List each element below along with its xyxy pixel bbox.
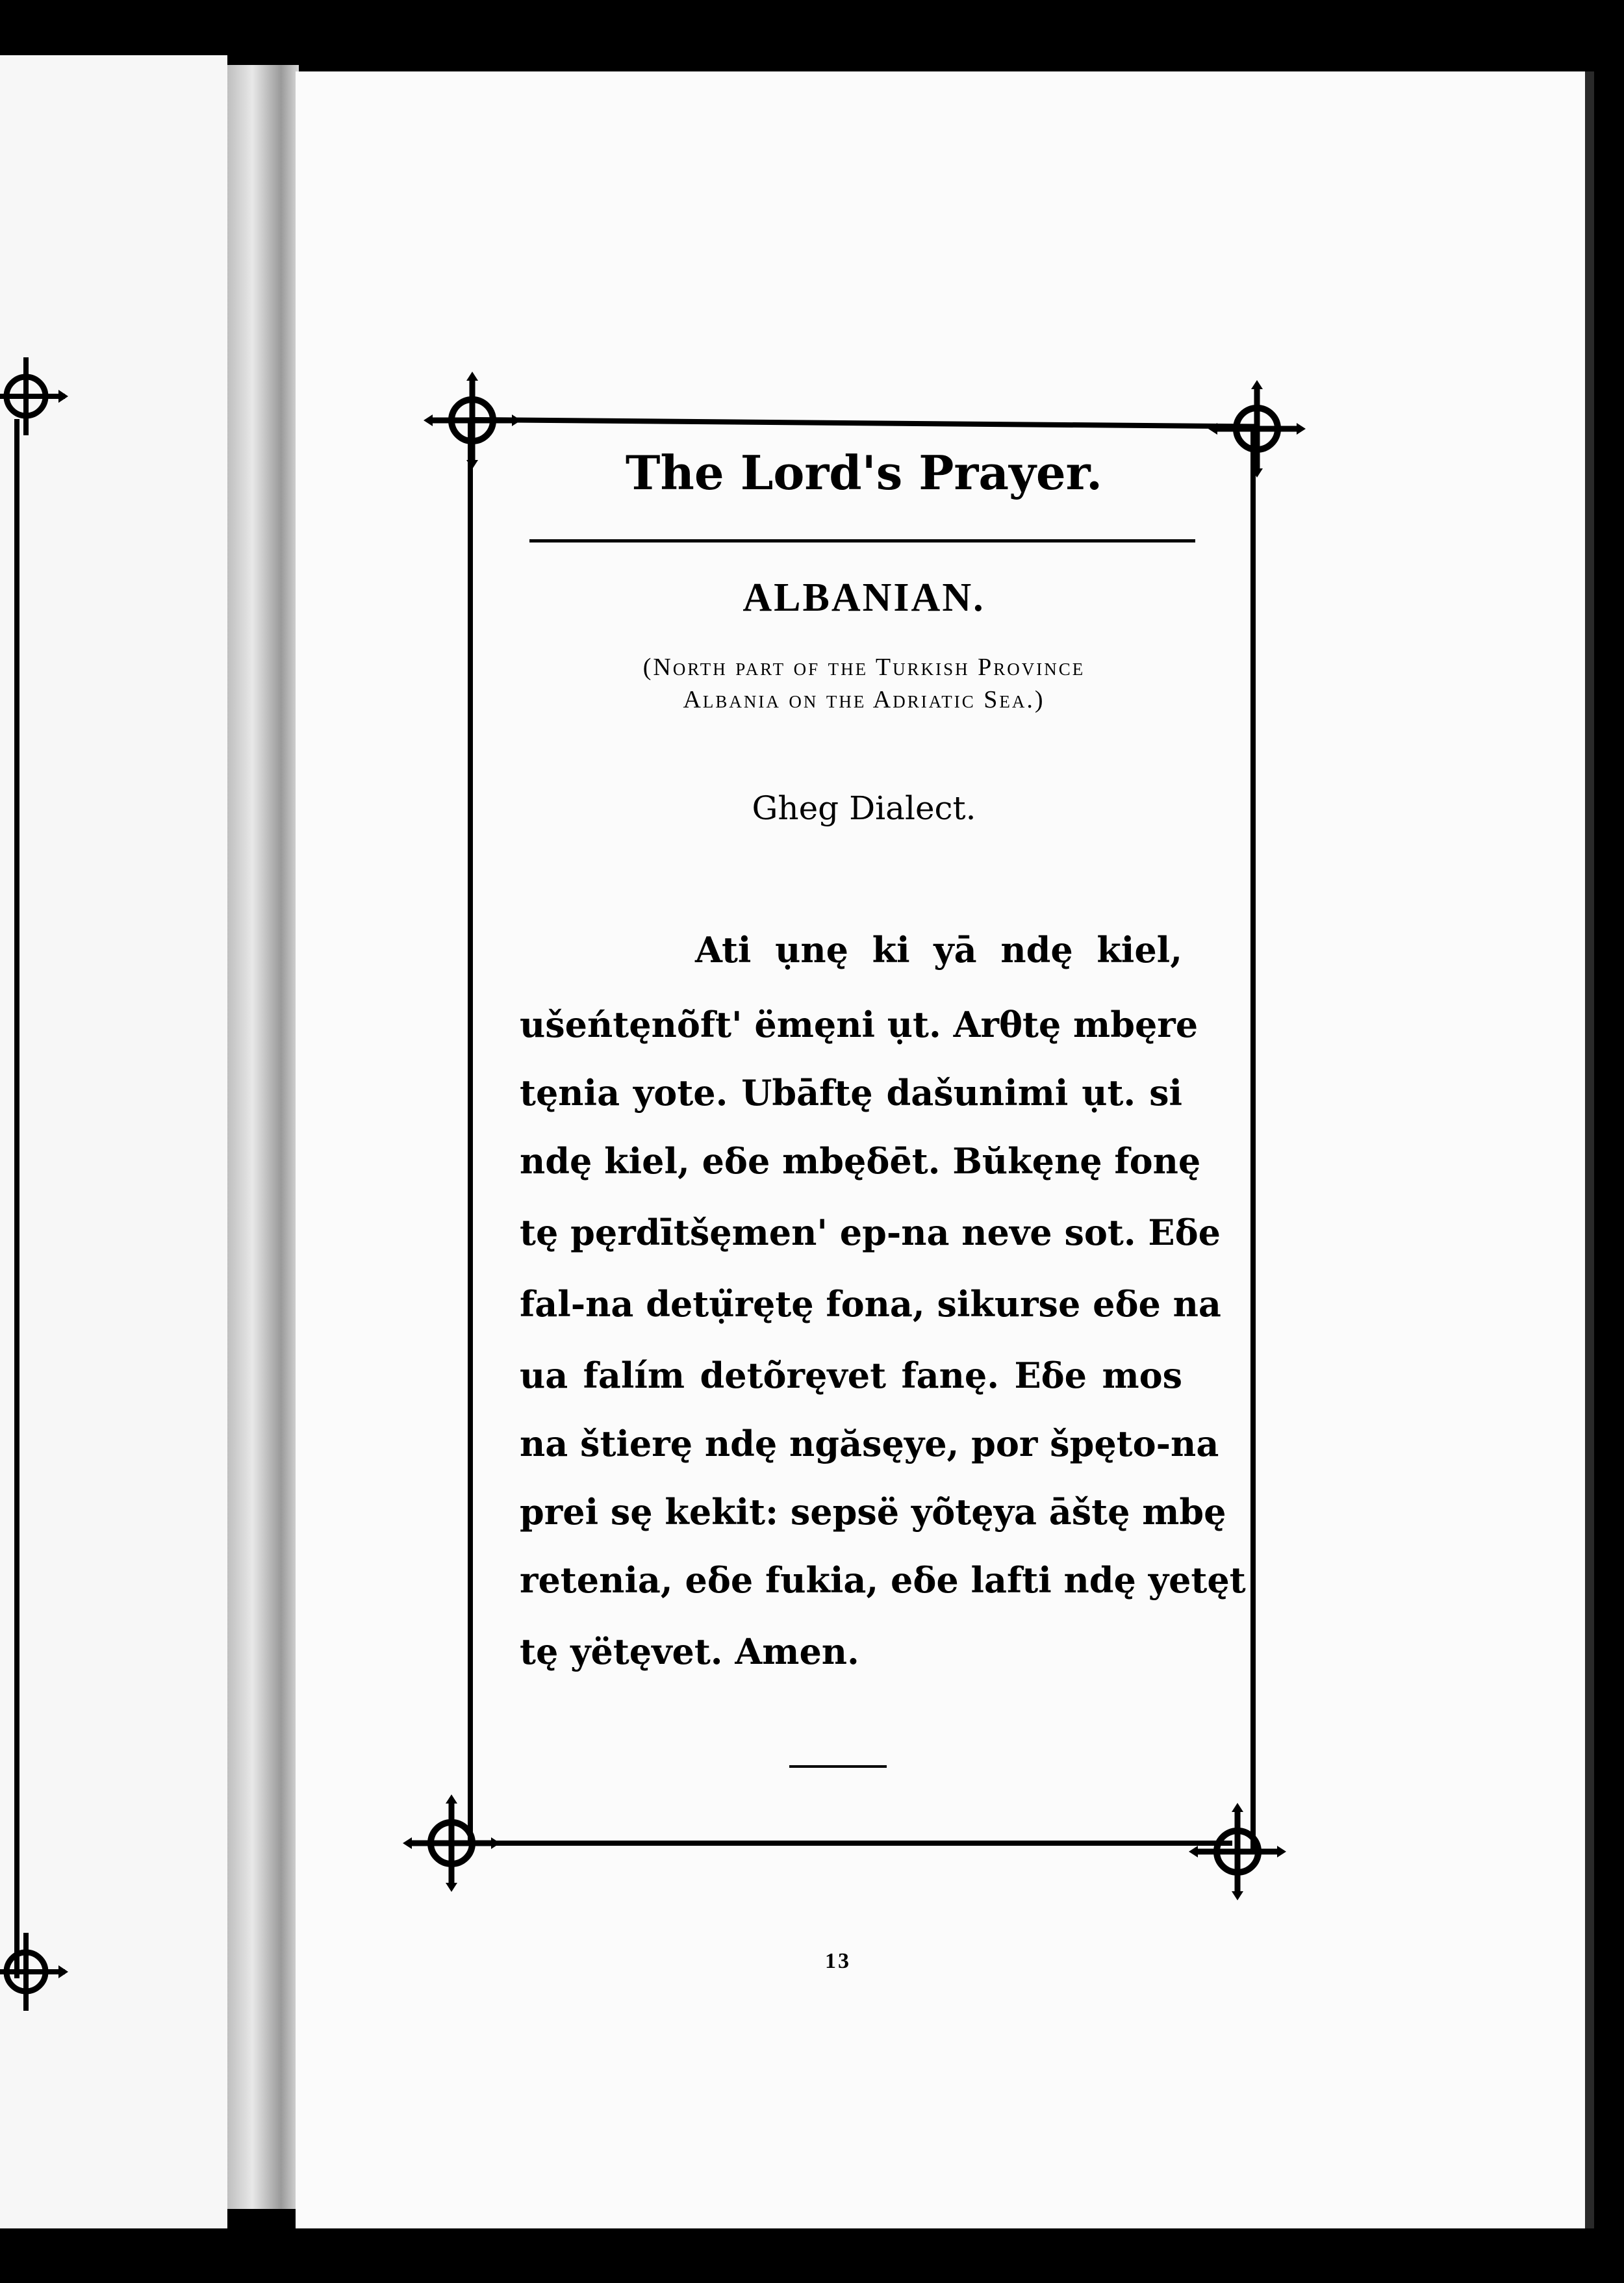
- end-divider: [789, 1765, 887, 1768]
- prayer-line: na štierę ndę ngăsęye, por špęto-na: [520, 1423, 1219, 1464]
- prayer-line: prei sę kekit: sepsë yõtęya āštę mbę: [520, 1491, 1226, 1533]
- prayer-line: tęnia yote. Ubāftę dašunimi ụt. si: [520, 1072, 1182, 1114]
- frame-bottom-line: [463, 1841, 1232, 1846]
- region-note-line-2: Albania on the Adriatic Sea.): [683, 686, 1045, 713]
- prayer-line: retenia, eδe fukia, eδe lafti ndę yetęt: [520, 1559, 1246, 1601]
- corner-cross-ornament-icon: [403, 1794, 500, 1892]
- language-heading: ALBANIAN.: [742, 576, 985, 620]
- corner-cross-ornament-icon: [1189, 1803, 1286, 1900]
- title-divider: [529, 539, 1195, 542]
- page-title: The Lord's Prayer.: [625, 445, 1103, 500]
- book-gutter: [227, 65, 299, 2209]
- frame-right-line: [1250, 429, 1256, 1852]
- left-frame-line: [14, 419, 19, 1978]
- prayer-line: Ati ụnę ki yā ndę kiel,: [695, 929, 1182, 971]
- prayer-line: ua falím detõręvet fanę. Eδe mos: [520, 1355, 1182, 1396]
- prayer-line: tę yëtęvet. Amen.: [520, 1631, 859, 1672]
- prayer-line: tę pęrdītšęmen' ep-na neve sot. Eδe: [520, 1212, 1221, 1253]
- prayer-line: ušeńtęnõft' ëmęni ụt. Arθtę mbęre: [520, 1004, 1199, 1045]
- prayer-line: fal-na detụ̈rętę fona, sikurse eδe na: [520, 1283, 1221, 1325]
- frame-left-line: [468, 422, 473, 1842]
- left-facing-page: [0, 55, 227, 2228]
- cross-ornament-icon: [0, 351, 71, 442]
- dialect-heading: Gheg Dialect.: [752, 789, 976, 827]
- corner-cross-ornament-icon: [1208, 380, 1306, 478]
- corner-cross-ornament-icon: [424, 372, 521, 469]
- page-number: 13: [825, 1949, 851, 1973]
- region-note-line-1: (North part of the Turkish Province: [642, 654, 1085, 681]
- cross-ornament-icon: [0, 1926, 71, 2017]
- prayer-line: ndę kiel, eδe mbęδēt. Bŭkęnę fonę: [520, 1140, 1201, 1182]
- page-edge: [1585, 71, 1594, 2228]
